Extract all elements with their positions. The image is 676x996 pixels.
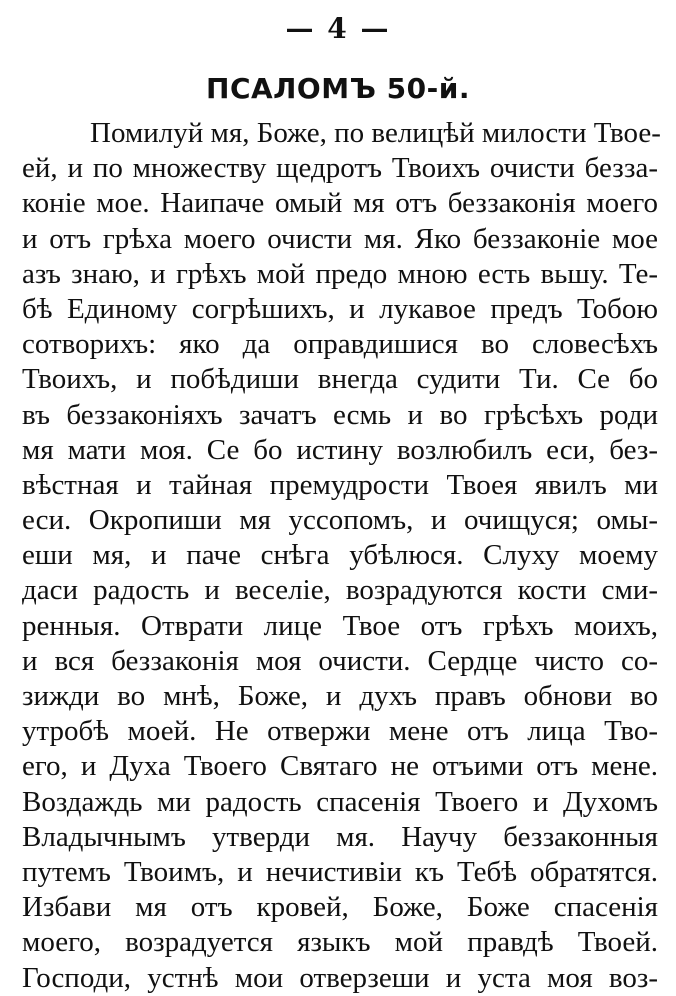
text-line-5: азъ знаю, и грѣхъ мой предо мною есть вьшу. Те-: [22, 257, 658, 290]
text-line-12: еси. Окропиши мя уссопомъ, и очищуся; омы-: [22, 504, 658, 537]
text-line-9: въ беззаконіяхъ зачатъ есмь и во грѣсѣхъ роди: [22, 398, 658, 431]
psalm-title: ПСАЛОМЪ 50-й.: [206, 72, 470, 105]
text-line-22: путемъ Твоимъ, и нечистивіи къ Тебѣ обратятся.: [22, 855, 658, 888]
text-line-10: мя мати моя. Се бо истину возлюбилъ еси, без-: [22, 433, 658, 466]
text-line-2: ей, и по множеству щедротъ Твоихъ очисти беззa-: [22, 152, 658, 185]
text-line-14: даси радость и веселіе, возрадуются кости сми-: [22, 574, 658, 607]
page-number: — 4 —: [285, 12, 391, 45]
text-line-18: утробѣ моей. Не отвержи мене отъ лица Тво-: [22, 715, 658, 748]
text-line-21: Владычнымъ утверди мя. Научу беззаконныя: [22, 820, 658, 853]
text-line-20: Воздаждь ми радость спасенія Твоего и Духомъ: [22, 785, 658, 818]
text-line-24: моего, возрадуется языкъ мой правдѣ Твоей.: [22, 926, 658, 959]
text-line-23: Избави мя отъ кровей, Боже, Боже спасенія: [22, 891, 658, 924]
text-line-6: бѣ Единому согрѣшихъ, и лукавое предъ Тобою: [22, 292, 658, 325]
text-line-17: зижди во мнѣ, Боже, и духъ правъ обнови во: [22, 680, 658, 712]
text-line-13: еши мя, и паче снѣга убѣлюся. Слуху моему: [22, 539, 658, 572]
text-line-19: его, и Духа Твоего Святаго не отъими отъ мене.: [22, 750, 658, 783]
text-line-7: сотворихъ: яко да оправдишися во словесѣхъ: [22, 328, 658, 361]
text-line-11: вѣстная и тайная премудрости Твоея явилъ ми: [22, 468, 658, 501]
text-line-15: ренныя. Отврати лице Твое отъ грѣхъ моихъ,: [22, 609, 658, 642]
text-line-1: Помилуй мя, Боже, по велицѣй милости Твое-: [90, 117, 661, 149]
text-line-8: Твоихъ, и побѣдиши внегда судити Ти. Се бо: [22, 363, 658, 396]
text-line-25: Господи, устнѣ мои отверзеши и уста моя воз-: [22, 961, 658, 994]
text-line-3: коніе мое. Наипаче омый мя отъ беззаконія моего: [22, 187, 658, 220]
text-line-16: и вся беззаконія моя очисти. Сердце чисто со-: [22, 644, 658, 677]
text-line-4: и отъ грѣха моего очисти мя. Яко беззаконіе мое: [22, 222, 658, 255]
psalm-text: [22, 116, 661, 996]
